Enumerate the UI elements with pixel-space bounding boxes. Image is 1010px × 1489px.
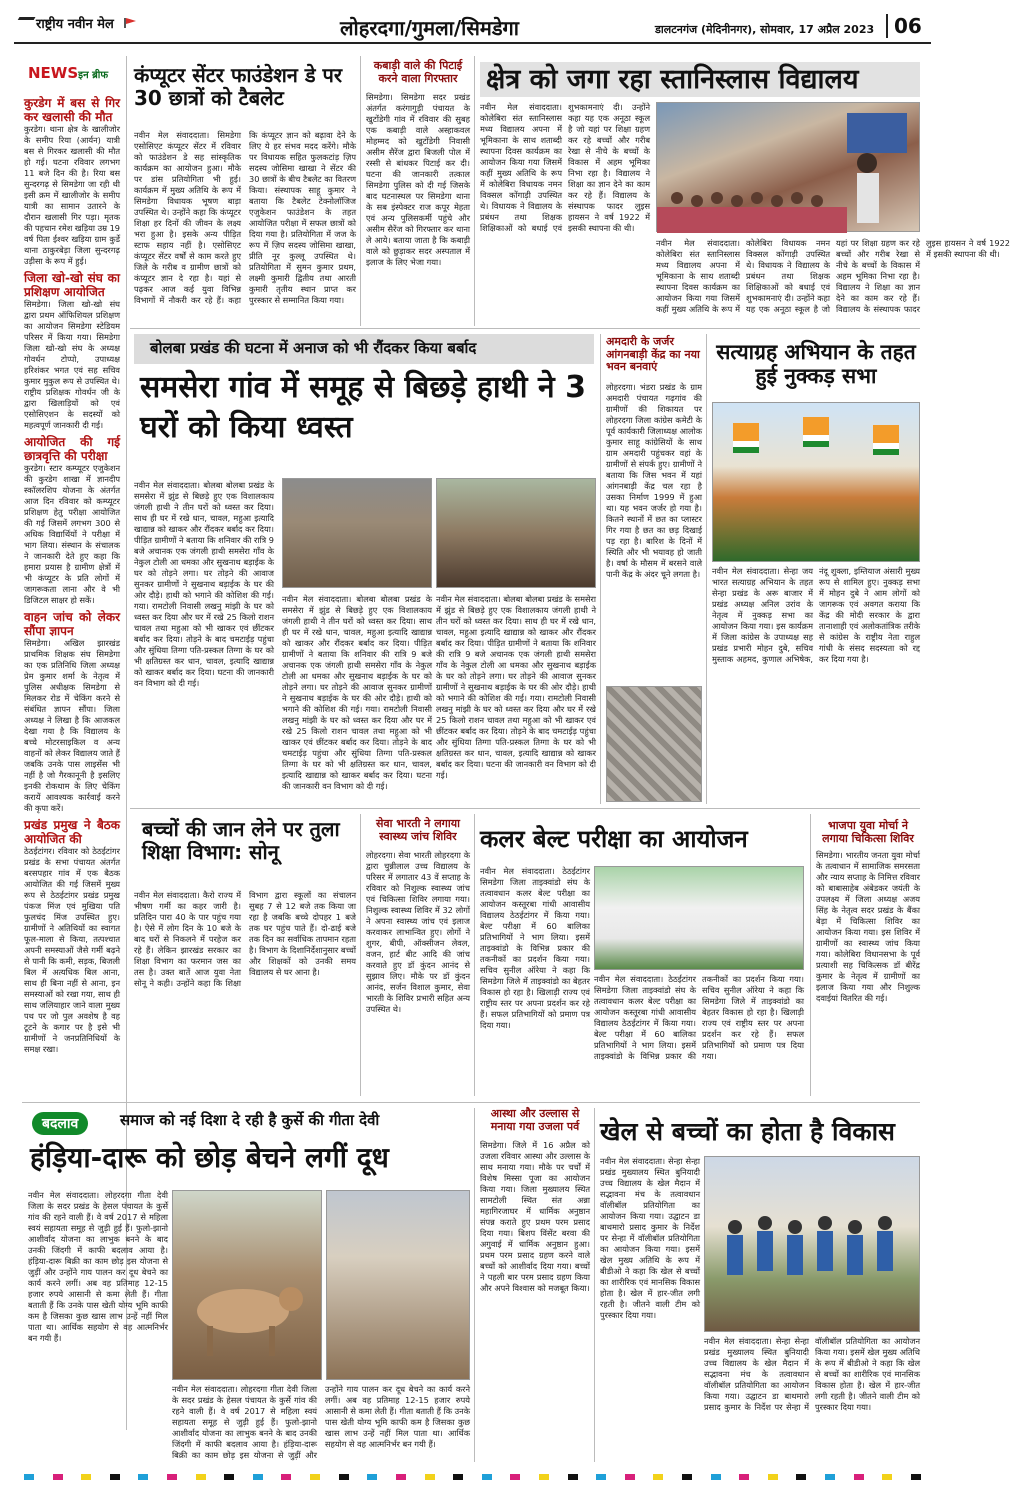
column-divider [600,334,601,804]
dateline: डालटनगंज (मेदिनीनगर), सोमवार, 17 अप्रैल 2023 [655,23,875,36]
flags-illustration-icon [713,403,921,563]
brief-headline: जिला खो-खो संघ का प्रशिक्षण आयोजित [24,271,120,299]
headline-elephant: समसेरा गांव में समूह से बिछड़े हाथी ने 3 घरों को किया ध्वस्त [140,370,586,445]
story-body-education: नवीन मेल संवाददाता। कैरो राज्य में भीषण गर्मी का कहर जारी है। प्रतिदिन पारा 40 के पार पहुंच गया है। ऐसे में लोग दिन के 10 बजे के बाद घरों से निकलने में परहेज कर रहे हैं। लेकिन झारखंड सरकार का शिक्षा विभाग का फरमान जस का तस है। उक्त बातें आज युवा नेता सोनू ने कही। उन्होंने कहा कि शिक्षा विभाग द्वारा स्कूलों का संचालन सुबह 7 से 12 बजे तक किया जा रहा है जबकि बच्चे दोपहर 1 बजे तक घर पहुंच पाते हैं। दो-ढाई बजे तक दिन का सर्वाधिक तापमान रहता है। विभाग के दिशानिर्देशानुसार बच्चों और शिक्षकों को उनकी समय विद्यालय से घर आना है। [134,890,356,988]
row-divider [130,808,920,809]
story-body-satyagraha: नवीन मेल संवाददाता। सेन्हा जय भारत सत्याग्रह अभियान के तहत सेन्हा प्रखंड के अरू बाजार में प्रखंड अध्यक्ष अनिल उरांव के नेतृत्व में नुक्कड़ सभा का आयोजन किया गया। इस कार्यक्रम में जिला कांग्रेस के उपाध्यक्ष सह प्रखंड प्रभारी मोहन दुबे, सचिव मुस्ताक अहमद, कुणाल अभिषेक, नंदू शुक्ला, इम्तियाज अंसारी मुख्य रूप से शामिल हुए। नुक्कड़ सभा में मोहन दुबे ने आम लोगों को जागरूक एवं अवगत कराया कि केंद्र की मोदी सरकार के द्वारा तानाशाही एवं अलोकतांत्रिक तरीके से कांग्रेस के राष्ट्रीय नेता राहुल गांधी के संसद सदस्यता को रद्द कर दिया गया है। [712,566,920,664]
badlav-tag: बदलाव [32,1112,88,1135]
headline-satyagraha: सत्याग्रह अभियान के तहत हुई नुक्कड़ सभा [716,340,916,389]
story-body-sports: नवीन मेल संवाददाता। सेन्हा सेन्हा प्रखंड मुख्यालय स्थित बुनियादी उच्च विद्यालय के खेल मैदान में सद्भावना मंच के तत्वावधान वॉलीबॉल प्रतियोगिता का आयोजन किया गया। उद्घाटन डा बाथमारो प्रसाद कुमार के निर्देश पर सेन्हा में वॉलीबॉल प्रतियोगिता का आयोजन किया गया। इसमें खेल मुख्य अतिथि के रूप में बीडीओ ने कहा कि खेल से बच्चों का शारीरिक एवं मानसिक विकास होता है। खेल में हार-जीत लगी रहती है। जीतने वाली टीम को पुरस्कार दिया गया। [600,1156,700,1320]
story-body-anganwadi: लोहरदगा। भंडरा प्रखंड के ग्राम अमदारी पंचायत गढ़गांव की ग्रामीणों की शिकायत पर लोहरदगा जिला कांग्रेस कमेटी के पूर्व कार्यकारी जिलाध्यक्ष आलोक कुमार साहू कांग्रेसियों के साथ ग्राम अमदारी पहुंचकर वहां के ग्रामीणों से संपर्क हुए। ग्रामीणों ने बताया कि जिस भवन में यहां आंगनबाड़ी केंद्र चल रहा है उसका निर्माण 1999 में हुआ था। यह भवन जर्जर हो गया है। कितने स्थानों में छत का प्लास्टर गिर गया है छत का छड़ दिखाई पड़ रहा है। बारिश के दिनों में स्थिति और भी भयावह हो जाती है। वर्षा के मौसम में बरसने वाले पानी केंद्र के अंदर चूने लगता है। [606,382,702,579]
brief-body: कुरडेग। थाना क्षेत्र के खालीजोर के समीप रिया (आर्यन) यात्री बस से गिरकर खलासी की मौत हो गई। घटना रविवार लगभग 11 बजे दिन की है। रिया बस सुन्दरगढ़ से सिमडेगा जा रही थी इसी क्रम में खालीजोर के समीप यात्री का सामान उतारने के दौरान खलासी गिर पड़ा। मृतक की पहचान रमेश खड़िया उम्र 19 वर्ष पिता ईश्वर खड़िया ग्राम कुर्डे थाना ठाकुरबेड़ा जिला सुन्दरगढ़ उड़ीसा के रूप में हुई। [24,124,120,266]
headline-badlav: हंड़िया-दारू को छोड़ बेचने लगीं दूध [30,1141,389,1174]
headline-colorbelt: कलर बेल्ट परीक्षा का आयोजन [480,825,748,853]
story-body-school: नवीन मेल संवाददाता। कोलेबिरा संत स्तानिस्लास मध्य विद्यालय अपना में भूमिकाना के साथ शताब्दी स्थापना दिवस कार्यक्रम का आयोजन किया गया जिसमें कहीं मुख्य अतिथि के रूप में कोलेबिरा विधायक नमन विक्सल कोंगाड़ी उपस्थित थे। विधायक ने विद्यालय के प्रबंधन तथा शिक्षक शिक्षिकाओं को बधाई एवं शुभकामनाएं दी। उन्होंने कहा यह एक अनूठा स्कूल है जो यहां पर शिक्षा ग्रहण कर रहे बच्चों और गरीब रेखा से नीचे के बच्चों के विकास में अहम भूमिका निभा रहा है। विद्यालय ने शिक्षा का ज्ञान देने का काम कर रहे हैं। विद्यालय के संस्थापक फादर लुइस हायसन ने वर्ष 1922 में इसकी स्थापना की थी। [480,102,650,233]
elephant-damage-photo-2 [436,478,596,588]
headline-computer: कंप्यूटर सेंटर फाउंडेशन डे पर 30 छात्रों को टैबलेट [134,63,343,110]
brief-body: ठेठईटांगर। रविवार को ठेठईटांगर प्रखंड के सभा पंचायत अंतर्गत बरसपहार गांव में एक बैठक आयोजित की गई जिसमें मुख्य रूप से ठेठईटांगर प्रखंड प्रमुख पंकज मिंज एवं मुखिया पति फुलचंद मिंज उपस्थित हुए। ग्रामीणों ने अतिथियों का स्वागत फूल-माला से किया, तत्पश्चात अपनी समस्याओं जैसे गर्मी बढ़ने से पानी कि कमी, सड़क, बिजली बिल में अत्यधिक बिल आना, साथ ही बिना नहीं से आना, इन समस्याओं को रखा गया, साथ ही साथ जलियाहार जाने वाला मुख्य पथ पर जो पुल अवशेष है वह टूटने के कगार पर है इसे भी ग्रामीणों ने जनप्रतिनिधियों के समक्ष रखा। [24,846,120,1054]
story-body-badlav-2: नवीन मेल संवाददाता। लोहरदगा गीता देवी जिला के सदर प्रखंड के हेसल पंचायत के कुर्से गांव की रहने वाली हैं। वे वर्ष 2017 से महिला स्वयं सहायता समूह से जुड़ी हुई हैं। फुलो-झानो आशीर्वाद योजना का लाभुक बनने के बाद उनकी जिंदगी में काफी बदलाव आया है। हंड़िया-दारू बिक्री का काम छोड़ इस योजना से जुड़ीं और उन्होंने गाय पालन कर दूध बेचने का कार्य करने लगीं। अब वह प्रतिमाह 12-15 हजार रुपये आसानी से कमा लेती हैं। गीता बताती हैं कि उनके पास खेती योग्य भूमि काफी कम है जिसका कुछ खास लाभ उन्हें नहीं मिल पाता था। आर्थिक सहयोग से वह आत्मनिर्भर बन गयी हैं। [172,1384,470,1460]
story-body-astha: सिमडेगा। जिले में 16 अप्रैल को उजला रविवार आस्था और उल्लास के साथ मनाया गया। मौके पर चर्चों में विशेष मिस्सा पूजा का आयोजन किया गया। जिला मुख्यालय स्थित सामटोली स्थित संत अन्ना महागिरजाघर में धार्मिक अनुष्ठान संपन्न कराते हुए प्रथम परम प्रसाद दिया गया। बिशप विंसेंट बरवा की अगुवाई में धार्मिक अनुष्ठान हुआ। प्रथम परम प्रसाद ग्रहण करने वाले बच्चों को आशीर्वाद दिया गया। बच्चों ने पहली बार परम प्रसाद ग्रहण किया और अपने विश्वास को मजबूत किया। [480,1140,590,1293]
story-body-computer: नवीन मेल संवाददाता। सिमडेगा एसोसिएट कंप्यूटर सेंटर में रविवार को फाउंडेशन डे सह सांस्कृतिक कार्यक्रम का आयोजन हुआ। मौके पर डांस प्रतियोगिता भी हुई। कार्यक्रम में मुख्य अतिथि के रूप में सिमडेगा विधायक भूषण बाड़ा उपस्थित थे। उन्होंने कहा कि कंप्यूटर शिक्षा हर दिनों की जीवन के लक्ष्य भरा हुआ है। इसके अन्य पीड़ित स्टाफ सहाय नहीं है। एसोसिएट कंप्यूटर सेंटर वर्षों से काम करते हुए जिले के गरीब व ग्रामीण छात्रों को कंप्यूटर ज्ञान दे रहा है। यहां से पढ़कर आज कई युवा विभिन्न विभागों में नौकरी कर रहे हैं। कहा कि कंप्यूटर ज्ञान को बढ़ावा देने के लिए ये हर संभव मदद करेंगे। मौके पर विधायक सहित फुलकटांड़ ज़िप सदस्य जोसिमा खाखा ने सेंटर की 30 छात्रों के बीच टैबलेट का वितरण किया। संस्थापक साहू कुमार ने बताया कि टैबलेट टेक्नोलॉजिज एजुकेशन फाउंडेशन के तहत आयोजित परीक्षा में सफल छात्रों को दिया गया है। प्रतियोगिता में जज के रूप में ज़िप सदस्य जोसिमा खाखा, प्रीति नूर कुल्लू उपस्थित थे। प्रतियोगिता में सुमन कुमार प्रथम, लक्ष्मी कुमारी द्वितीय तथा आरती कुमारी तृतीय स्थान प्राप्त कर पुरस्कार से सम्मानित किया गया। [134,130,356,305]
story-body-seva: लोहरदगा। सेवा भारती लोहरदगा के द्वारा चुन्नीलाल उच्च विद्यालय के परिसर में लगातार 43 वें सप्ताह के रविवार को निशुल्क स्वास्थ्य जांच एवं चिकित्सा शिविर लगाया गया। निशुल्क स्वास्थ्य शिविर में 32 लोगों ने अपना स्वास्थ्य जांच एवं इलाज करवाकर लाभान्वित हुए। लोगों ने शुगर, बीपी, ऑक्सीजन लेवल, वजन, हार्ट बीट आदि की जांच करवाते हुए डॉ कुंदन आनंद से सुझाव लिए। मौके पर डॉ कुंदन आनंद, सर्जन विशाल कुमार, सेवा भारती के शिविर प्रभारी सहित अन्य उपस्थित थे। [366,850,470,1014]
brief-headline: कुरडेग में बस से गिर कर खलासी की मौत [24,96,120,124]
crowd-illustration-icon [657,103,921,233]
cow-illustration-icon [173,1191,323,1381]
story-body-colorbelt-2: नवीन मेल संवाददाता। ठेठईटांगर सिमडेगा जिला ताइक्वांडो संघ के तत्वावधान कलर बेल्ट परीक्षा का आयोजन कस्तूरबा गांधी आवासीय विद्यालय ठेठईटांगर में किया गया। बेल्ट परीक्षा में 60 बालिका प्रतिभागियों ने भाग लिया। इसमें ताइक्वांडो के विभिन्न प्रकार की तकनीकों का प्रदर्शन किया गया। सचिव सुनील ऑरेया ने कहा कि सिमडेगा जिले में ताइक्वांडो का बेहतर विकास हो रहा है। खिलाड़ी राज्य एवं राष्ट्रीय स्तर पर अपना प्रदर्शन कर रहे हैं। सफल प्रतिभागियों को प्रमाण पत्र दिया गया। [594,974,804,1061]
bird-logo-icon [13,17,36,29]
brief-headline: प्रखंड प्रमुख ने बैठक आयोजित की [24,818,120,846]
masthead [16,14,114,32]
headline-education: बच्चों की जान लेने पर तुला शिक्षा विभाग: सोनू [142,817,340,864]
row-divider [130,328,920,329]
school-event-photo [656,102,920,232]
story-body-bjym: सिमडेगा। भारतीय जनता युवा मोर्चा के तत्वाधान में सामाजिक समरसता और न्याय सप्ताह के निमित्त रविवार को बाबासाहेब अंबेडकर जयंती के उपलक्ष्य में जिला अध्यक्ष अजय सिंह के नेतृत्व सदर प्रखंड के बैंका बेड़ा में चिकित्सा शिविर का आयोजन किया गया। इस शिविर में ग्रामीणों का स्वास्थ्य जांच किया गया। कोलेबिरा विधानसभा के पूर्व प्रत्याशी सह चिकित्सक डॉ बीरेंद्र कुमार के नेतृत्व में ग्रामीणों का इलाज किया गया और निशुल्क दवाईयां वितरित की गई। [816,850,920,1003]
players-illustration-icon [705,1157,921,1333]
colorbelt-group-photo [594,866,804,970]
anganwadi-building-photo [606,686,702,802]
cow-photo [172,1190,322,1380]
masthead-title: राष्ट्रीय नवीन मेल [36,17,114,32]
brief-headline: आयोजित की गई छात्रवृत्ति की परीक्षा [24,435,120,463]
headline-sports: खेल से बच्चों का होता है विकास [600,1117,895,1146]
flag-icon [124,18,136,28]
header-rule [14,42,931,44]
story-body-elephant-2: नवीन मेल संवाददाता। बोलबा बोलबा प्रखंड के समसेरा में झुंड से बिछड़े हुए एक विशालकाय जंगली हाथी ने तीन घरों को ध्वस्त कर दिया। साथ ही घर में रखे धान, चावल, महुआ इत्यादि खाद्यान्न को खाकर और रौंदकर बर्बाद कर दिया। पीड़ित ग्रामीणों ने बताया कि शनिवार की रात्रि 9 बजे अचानक एक जंगली हाथी समसेरा गाँव के नेकुल टोली आ धमका और सुखनाथ बड़ाईक के घर को तोड़ने लगा। घर तोड़ने की आवाज सुनकर ग्रामीणों ने सुखनाथ बड़ाईक के घर की ओर दौड़े। हाथी को भगाने की कोशिश की गई। गया। रामटोली निवासी लखनु मांझी के घर को ध्वस्त कर दिया और घर में रखे 25 किलो राशन चावल तथा महुआ को भी खाकर एवं छींटकर बर्बाद कर दिया। तोड़ने के बाद चमटाईड़ पहुंचा और सुंधिया तिग्गा पति-प्रस्कल तिग्गा के घर को भी क्षतिग्रस्त कर धान, चावल, इत्यादि खाद्यान्न को खाकर बर्बाद कर दिया। घटना की जानकारी वन विभाग को दी गई। [282,594,432,791]
story-body-kabadi: सिमडेगा। सिमडेगा सदर प्रखंड अंतर्गत करंगागुड़ी पंचायत के खुटोंडेगी गांव में रविवार की सुबह एक कबाड़ी वाले अस्हाकवल मोहम्मद को खुटोंडेगी निवासी असीम सैरेंज द्वारा बिजली पोल में रस्सी से बांधकर पिटाई कर दी। घटना की जानकारी तत्काल सिमडेगा पुलिस को दी गई जिसके बाद घटनास्थल पर सिमडेगा थाना के सब इंस्पेक्टर राज कपूर मेहता एवं अन्य पुलिसकर्मी पहुंचे और असीम सैरेंज को गिरफ्तार कर थाना ले आये। बताया जाता है कि कबाड़ी वाले को छुड़ाकर सदर अस्पताल में इलाज के लिए भेजा गया। [366,92,470,267]
headline-bjym: भाजपा युवा मोर्चा ने लगाया चिकित्सा शिविर [822,819,914,845]
story-body-badlav: नवीन मेल संवाददाता। लोहरदगा गीता देवी जिला के सदर प्रखंड के हेसल पंचायत के कुर्से गांव की रहने वाली हैं। वे वर्ष 2017 से महिला स्वयं सहायता समूह से जुड़ी हुई हैं। फुलो-झानो आशीर्वाद योजना का लाभुक बनने के बाद उनकी जिंदगी में काफी बदलाव आया है। हंड़िया-दारू बिक्री का काम छोड़ इस योजना से जुड़ीं और उन्होंने गाय पालन कर दूध बेचने का कार्य करने लगीं। अब वह प्रतिमाह 12-15 हजार रुपये आसानी से कमा लेती हैं। गीता बताती हैं कि उनके पास खेती योग्य भूमि काफी कम है जिसका कुछ खास लाभ उन्हें नहीं मिल पाता था। आर्थिक सहयोग से वह आत्मनिर्भर बन गयी हैं। [28,1190,168,1343]
story-body-elephant-3: नवीन मेल संवाददाता। बोलबा बोलबा प्रखंड के समसेरा में झुंड से बिछड़े हुए एक विशालकाय जंगली हाथी ने तीन घरों को ध्वस्त कर दिया। साथ ही घर में रखे धान, चावल, महुआ इत्यादि खाद्यान्न को खाकर और रौंदकर बर्बाद कर दिया। पीड़ित ग्रामीणों ने बताया कि शनिवार की रात्रि 9 बजे अचानक एक जंगली हाथी समसेरा गाँव के नेकुल टोली आ धमका और सुखनाथ बड़ाईक के घर को तोड़ने लगा। घर तोड़ने की आवाज सुनकर ग्रामीणों ने सुखनाथ बड़ाईक के घर की ओर दौड़े। हाथी को भगाने की कोशिश की गई। गया। रामटोली निवासी लखनु मांझी के घर को ध्वस्त कर दिया और घर में रखे 25 किलो राशन चावल तथा महुआ को भी खाकर एवं छींटकर बर्बाद कर दिया। तोड़ने के बाद चमटाईड़ पहुंचा और सुंधिया तिग्गा पति-प्रस्कल तिग्गा के घर को भी क्षतिग्रस्त कर धान, चावल, इत्यादि खाद्यान्न को खाकर बर्बाद कर दिया। घटना की जानकारी वन विभाग को दी गई। [436,594,596,780]
elephant-damage-photo-1 [282,478,432,588]
column-divider [706,334,707,804]
badlav-strap: समाज को नई दिशा दे रही है कुर्से की गीता देवी [120,1111,380,1129]
column-divider [360,56,361,326]
headline-school: क्षेत्र को जगा रहा स्तानिस्लास विद्यालय [480,62,920,97]
footer-registration-marks [24,1474,921,1480]
column-divider [810,814,811,1096]
story-body-colorbelt: नवीन मेल संवाददाता। ठेठईटांगर सिमडेगा जिला ताइक्वांडो संघ के तत्वावधान कलर बेल्ट परीक्षा का आयोजन कस्तूरबा गांधी आवासीय विद्यालय ठेठईटांगर में किया गया। बेल्ट परीक्षा में 60 बालिका प्रतिभागियों ने भाग लिया। इसमें ताइक्वांडो के विभिन्न प्रकार की तकनीकों का प्रदर्शन किया गया। सचिव सुनील ऑरेया ने कहा कि सिमडेगा जिले में ताइक्वांडो का बेहतर विकास हो रहा है। खिलाड़ी राज्य एवं राष्ट्रीय स्तर पर अपना प्रदर्शन कर रहे हैं। सफल प्रतिभागियों को प्रमाण पत्र दिया गया। [480,866,590,1030]
column-divider [360,814,361,1096]
story-body-sports-2: नवीन मेल संवाददाता। सेन्हा सेन्हा प्रखंड मुख्यालय स्थित बुनियादी उच्च विद्यालय के खेल मैदान में सद्भावना मंच के तत्वावधान वॉलीबॉल प्रतियोगिता का आयोजन किया गया। उद्घाटन डा बाथमारो प्रसाद कुमार के निर्देश पर सेन्हा में वॉलीबॉल प्रतियोगिता का आयोजन किया गया। इसमें खेल मुख्य अतिथि के रूप में बीडीओ ने कहा कि खेल से बच्चों का शारीरिक एवं मानसिक विकास होता है। खेल में हार-जीत लगी रहती है। जीतने वाली टीम को पुरस्कार दिया गया। [704,1336,920,1412]
column-divider [474,814,475,1096]
volleyball-photo [704,1156,920,1332]
story-body-school-cont: नवीन मेल संवाददाता। कोलेबिरा संत स्तानिस्लास मध्य विद्यालय अपना में भूमिकाना के साथ शताब्दी स्थापना दिवस कार्यक्रम का आयोजन किया गया जिसमें कहीं मुख्य अतिथि के रूप में कोलेबिरा विधायक नमन विक्सल कोंगाड़ी उपस्थित थे। विधायक ने विद्यालय के प्रबंधन तथा शिक्षक शिक्षिकाओं को बधाई एवं शुभकामनाएं दी। उन्होंने कहा यह एक अनूठा स्कूल है जो यहां पर शिक्षा ग्रहण कर रहे बच्चों और गरीब रेखा से नीचे के बच्चों के विकास में अहम भूमिका निभा रहा है। विद्यालय ने शिक्षा का ज्ञान देने का काम कर रहे हैं। विद्यालय के संस्थापक फादर लुइस हायसन ने वर्ष 1922 में इसकी स्थापना की थी। [656,238,1010,314]
headline-astha: आस्था और उल्लास से मनाया गया उजला पर्व [490,1107,580,1133]
story-body-elephant: नवीन मेल संवाददाता। बोलबा बोलबा प्रखंड के समसेरा में झुंड से बिछड़े हुए एक विशालकाय जंगली हाथी ने तीन घरों को ध्वस्त कर दिया। साथ ही घर में रखे धान, चावल, महुआ इत्यादि खाद्यान्न को खाकर और रौंदकर बर्बाद कर दिया। पीड़ित ग्रामीणों ने बताया कि शनिवार की रात्रि 9 बजे अचानक एक जंगली हाथी समसेरा गाँव के नेकुल टोली आ धमका और सुखनाथ बड़ाईक के घर को तोड़ने लगा। घर तोड़ने की आवाज सुनकर ग्रामीणों ने सुखनाथ बड़ाईक के घर की ओर दौड़े। हाथी को भगाने की कोशिश की गई। गया। रामटोली निवासी लखनु मांझी के घर को ध्वस्त कर दिया और घर में रखे 25 किलो राशन चावल तथा महुआ को भी खाकर एवं छींटकर बर्बाद कर दिया। तोड़ने के बाद चमटाईड़ पहुंचा और सुंधिया तिग्गा पति-प्रस्कल तिग्गा के घर को भी क्षतिग्रस्त कर धान, चावल, इत्यादि खाद्यान्न को खाकर बर्बाद कर दिया। घटना की जानकारी वन विभाग को दी गई। [134,480,274,688]
brief-body: कुरडेग। स्टार कम्प्यूटर एजुकेशन की कुरडेग शाखा में ज्ञानदीप स्कॉलरशिप योजना के अंतर्गत आज दिन रविवार को कम्प्यूटर प्रशिक्षण हेतु परीक्षा आयोजित की गई जिसमें लगभग 300 से अधिक विद्यार्थियों ने परीक्षा में भाग लिया। संस्थान के संचालक ने जानकारी देते हुए कहा कि हमारा प्रयास है ग्रामीण क्षेत्रों में भी कंप्यूटर के प्रति लोगों में जागरूकता लाना और वे भी डिजिटल साक्षर हो सकें। [24,463,120,605]
strap-bolba: बोलबा प्रखंड की घटना में अनाज को भी रौंदकर किया बर्बाद [150,339,477,357]
row-divider [22,1102,920,1103]
column-divider [594,1108,595,1462]
geeta-devi-photo [326,1190,470,1380]
rally-photo [712,402,920,562]
column-divider [474,1108,475,1462]
headline-anganwadi: अमदारी के जर्जर आंगनबाड़ी केंद्र का नया भवन बनवाएं [606,335,700,374]
headline-seva: सेवा भारती ने लगाया स्वास्थ्य जांच शिविर [376,817,460,843]
brief-body: सिमडेगा। अखिल झारखंड प्राथमिक शिक्षक संघ सिमडेगा का एक प्रतिनिधि जिला अध्यक्ष प्रेम कुमार शर्मा के नेतृत्व में पुलिस अधीक्षक सिमडेगा से मिलकर रोड में चेकिंग करने से संबंधित ज्ञापन सौंपा। जिला अध्यक्ष ने लिखा है कि आजकल देखा गया है कि विद्यालय के बच्चे मोटरसाइकिल व अन्य वाहनों को लेकर विद्यालय जाते हैं जबकि उनके पास लाइसेंस भी नहीं है जो गैरकानूनी है इसलिए इनकी रोकथाम के लिए चेकिंग करायें आवश्यक कार्रवाई करने की कृपा करें। [24,638,120,813]
brief-body: सिमडेगा। जिला खो-खो संघ द्वारा प्रथम ऑफिशियल प्रशिक्षण का आयोजन सिमडेगा स्टेडियम परिसर में किया गया। सिमडेगा जिला खो-खो संघ के अध्यक्ष गोवर्धन टोप्पो, उपाध्यक्ष हरिशंकर भगत एवं सह सचिव कुमार मुकुल रूप से उपस्थित थे। राष्ट्रीय प्रशिक्षक गोवर्धन जी के द्वारा खिलाड़ियों को एवं एसोसिएशन के सदस्यों को महत्वपूर्ण जानकारी दी गई। [24,299,120,430]
news-in-brief-tag: NEWSइन ब्रीफ [28,64,109,82]
headline-kabadi: कबाड़ी वाले की पिटाई करने वाला गिरफ्तार [373,59,463,85]
page-number: 06 [886,14,922,38]
section-title: लोहरदगा/गुमला/सिमडेगा [340,16,519,40]
column-divider [474,56,475,326]
brief-headline: वाहन जांच को लेकर सौंपा ज्ञापन [24,610,120,638]
